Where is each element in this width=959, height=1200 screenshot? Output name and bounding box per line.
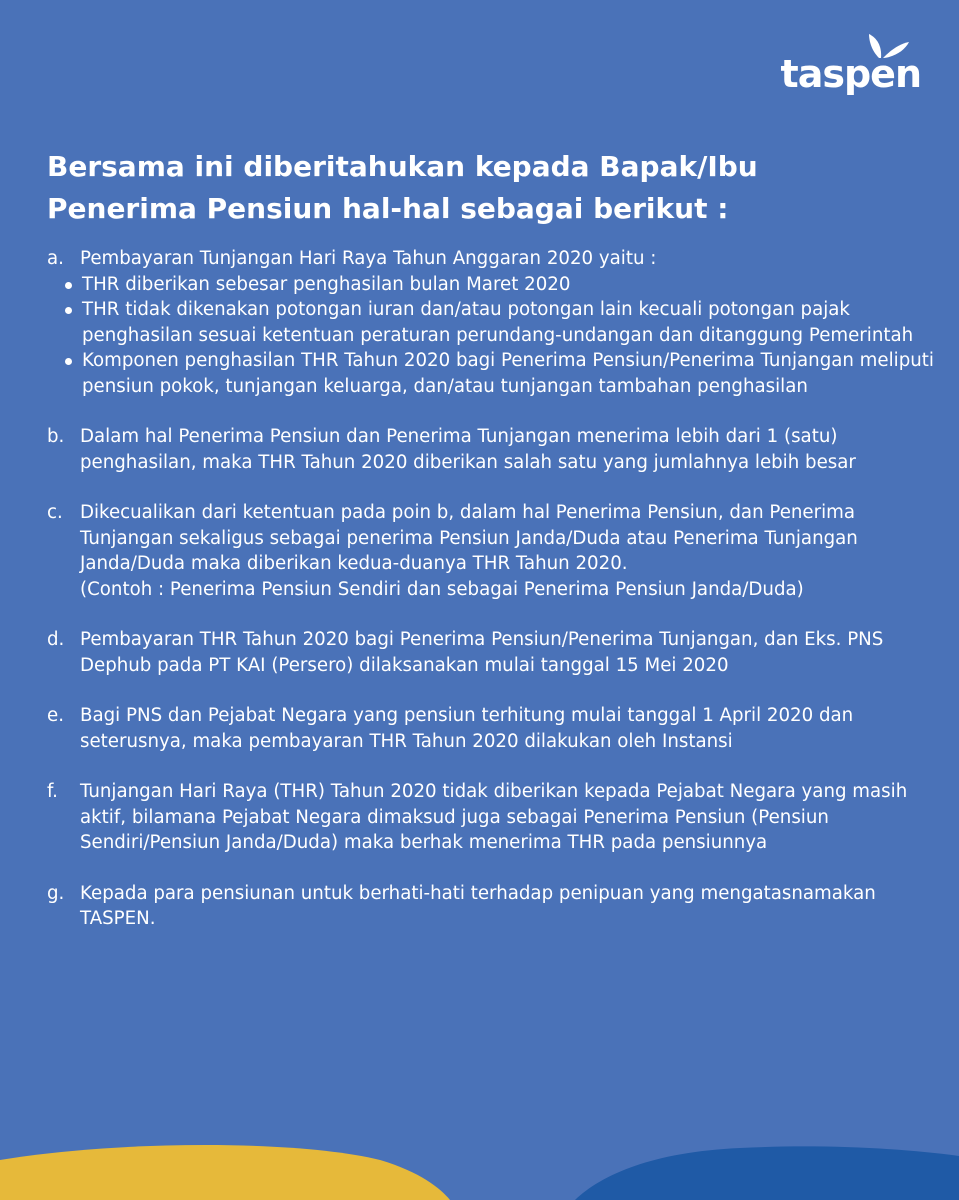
item-letter: d. [47, 629, 65, 650]
page-title: Bersama ini diberitahukan kepada Bapak/Ibu Penerima Pensiun hal-hal sebagai berikut : [47, 150, 758, 225]
item-text: Dalam hal Penerima Pensiun dan Penerima Tunjangan menerima lebih dari 1 (satu) penghasilan, maka THR Tahun 2020 diberikan salah satu yang jumlahnya lebih besar [80, 426, 856, 473]
item-note: (Contoh : Penerima Pensiun Sendiri dan sebagai Penerima Pensiun Janda/Duda) [80, 578, 804, 600]
decorative-waves [0, 1140, 959, 1200]
blue-wave [575, 1146, 959, 1200]
item-letter: f. [47, 781, 58, 802]
item-text: Pembayaran THR Tahun 2020 bagi Penerima Pensiun/Penerima Tunjangan, dan Eks. PNS Dephub pada PT KAI (Persero) dilaksanakan mulai tanggal 15 Mei 2020 [80, 629, 884, 676]
item-letter: c. [47, 502, 63, 523]
item-letter: a. [47, 248, 64, 269]
yellow-wave [0, 1145, 450, 1200]
list-item-e [47, 703, 947, 754]
bullet-item: Komponen penghasilan THR Tahun 2020 bagi Penerima Pensiun/Penerima Tunjangan meliputi pensiun pokok, tunjangan keluarga, dan/atau tunjangan tambahan penghasilan [80, 348, 947, 399]
announcement-list [47, 246, 947, 932]
list-item-a [47, 246, 947, 399]
taspen-logo [781, 32, 921, 98]
item-text: Tunjangan Hari Raya (THR) Tahun 2020 tidak diberikan kepada Pejabat Negara yang masih aktif, bilamana Pejabat Negara dimaksud juga sebagai Penerima Pensiun (Pensiun Sendiri/Pensiun Janda/Duda) maka berhak menerima THR pada pensiunnya [80, 781, 908, 853]
bullet-item: THR tidak dikenakan potongan iuran dan/atau potongan lain kecuali potongan pajak penghasilan sesuai ketentuan peraturan perundang-undangan dan ditanggung Pemerintah [80, 297, 947, 348]
item-text: Dikecualikan dari ketentuan pada poin b, dalam hal Penerima Pensiun, dan Penerima Tunjangan sekaligus sebagai penerima Pensiun Janda/Duda atau Penerima Tunjangan Janda/Duda maka diberikan kedua-duanya THR Tahun 2020. [80, 502, 858, 574]
bullet-list [80, 272, 947, 400]
item-letter: e. [47, 705, 64, 726]
logo-wordmark: taspen [780, 52, 921, 96]
item-text: Kepada para pensiunan untuk berhati-hati terhadap penipuan yang mengatasnamakan TASPEN. [80, 882, 876, 929]
list-item-c [47, 500, 947, 602]
list-item-f [47, 779, 947, 856]
item-letter: b. [47, 426, 65, 447]
item-text: Pembayaran Tunjangan Hari Raya Tahun Anggaran 2020 yaitu : [80, 248, 657, 269]
item-letter: g. [47, 882, 65, 904]
list-item-b [47, 424, 947, 475]
list-item-g [47, 881, 947, 932]
bullet-item: THR diberikan sebesar penghasilan bulan Maret 2020 [80, 272, 947, 298]
item-text: Bagi PNS dan Pejabat Negara yang pensiun terhitung mulai tanggal 1 April 2020 dan seterusnya, maka pembayaran THR Tahun 2020 dilakukan oleh Instansi [80, 705, 854, 752]
list-item-d [47, 627, 947, 678]
